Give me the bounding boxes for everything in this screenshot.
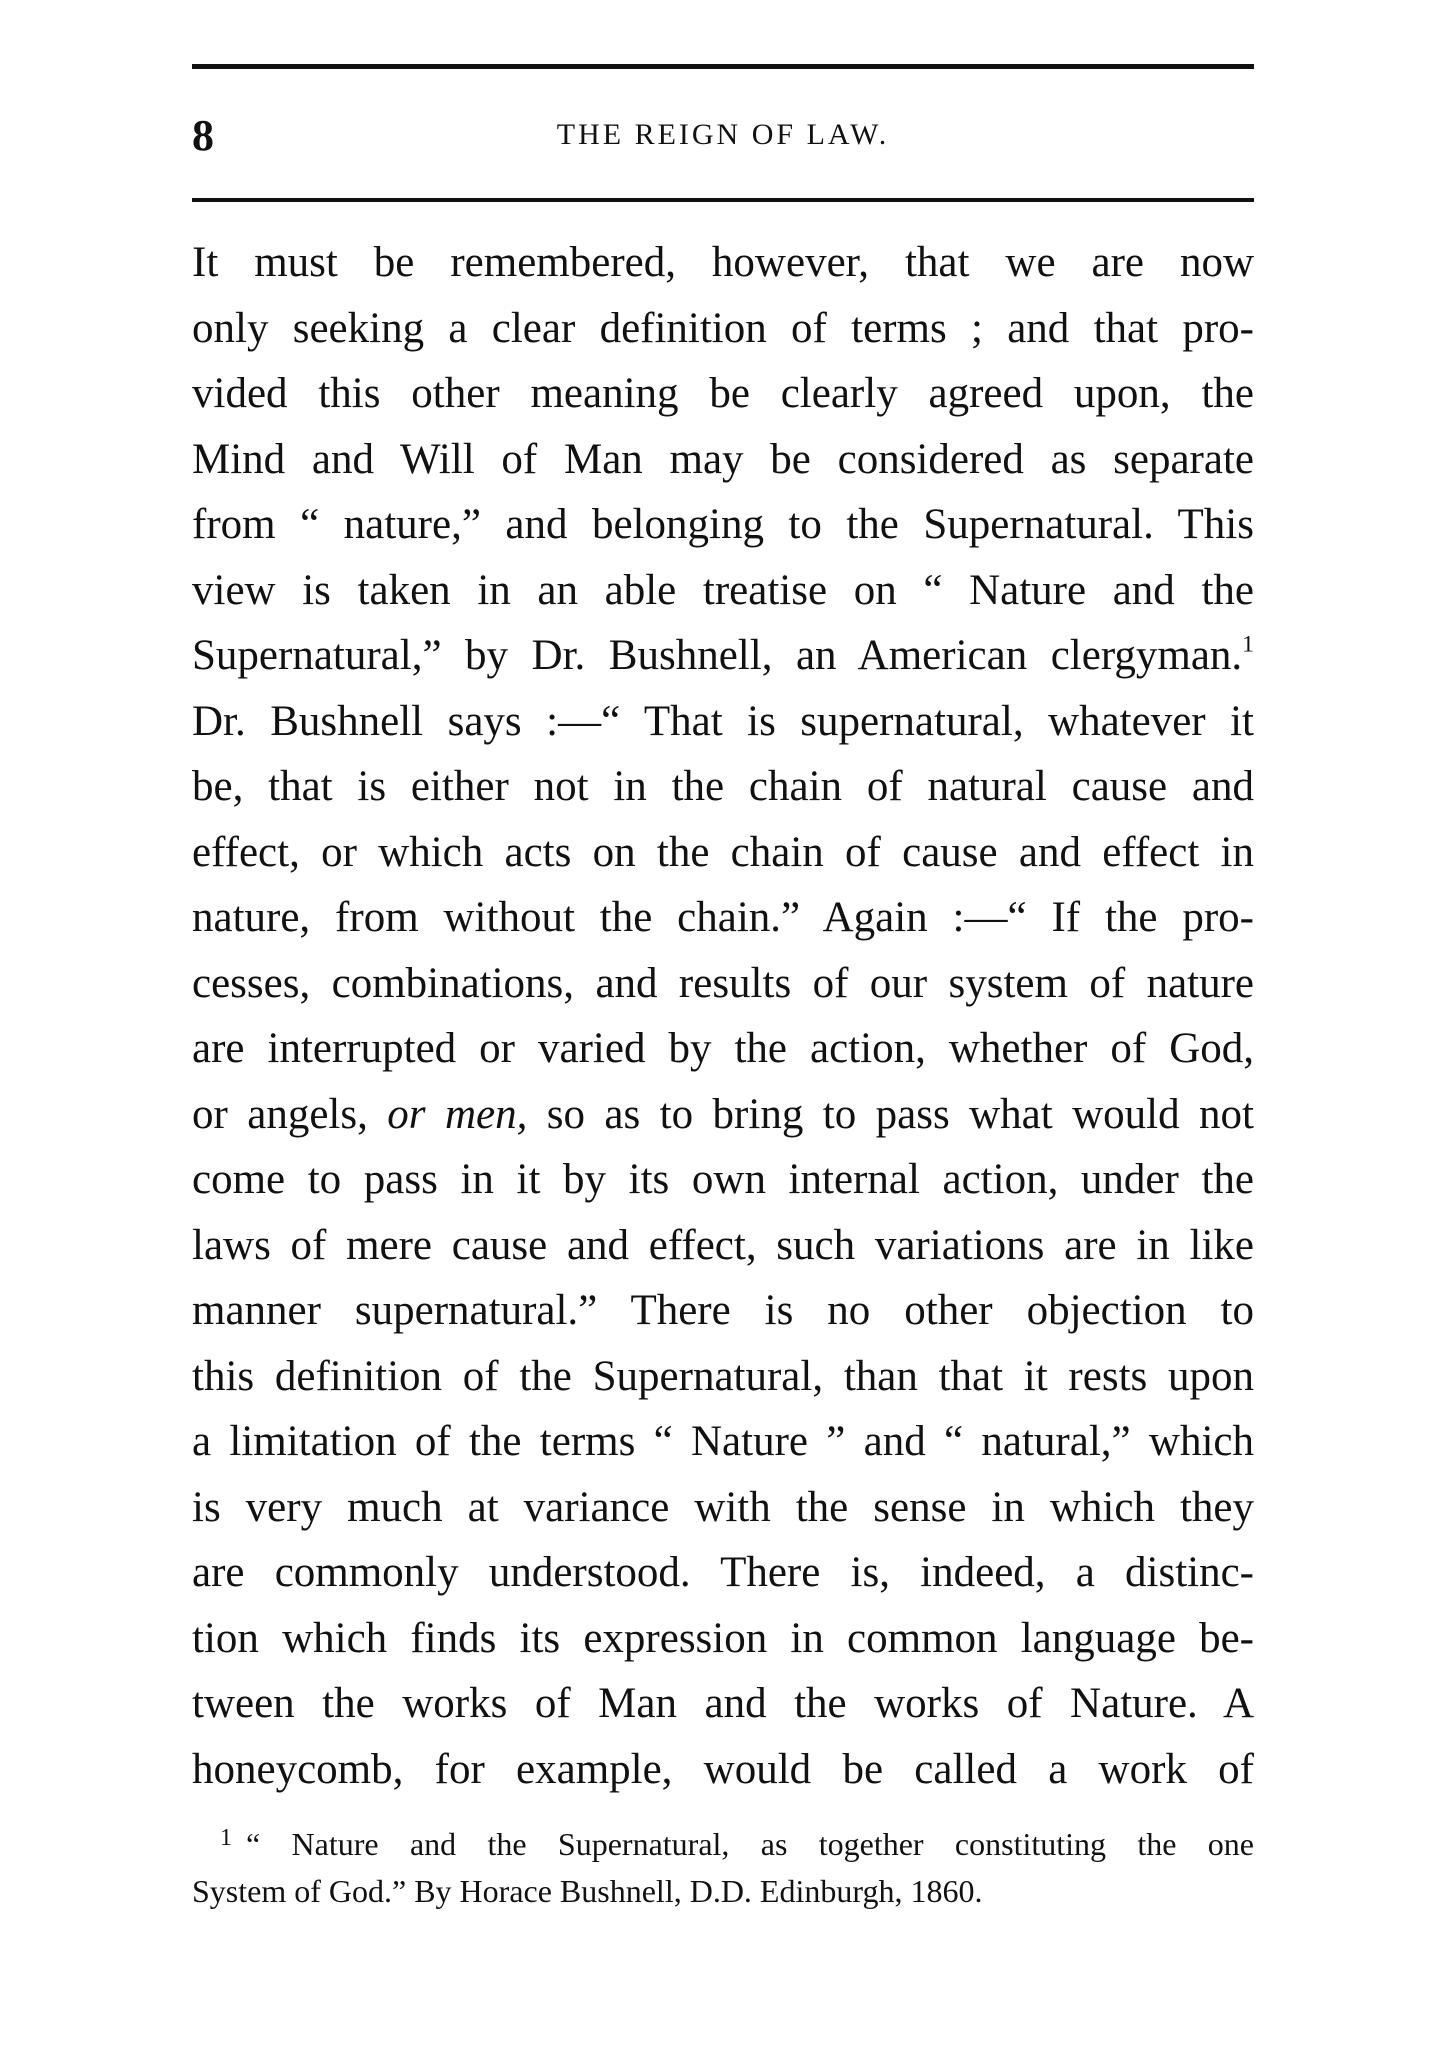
text-line-with-italic <box>192 1082 1254 1148</box>
header-bottom-rule <box>192 198 1254 202</box>
text-line: Dr. Bushnell says :—“ That is supernatural, whatever it <box>192 697 1254 745</box>
text-line: only seeking a clear definition of terms ; and that pro- <box>192 304 1254 352</box>
text-line: laws of mere cause and effect, such variations are in like <box>192 1221 1254 1269</box>
text-line: are interrupted or varied by the action, whether of God, <box>192 1025 1254 1072</box>
text-line: this definition of the Supernatural, than that it rests upon <box>192 1352 1254 1400</box>
body-text <box>192 230 1254 1802</box>
footnote-text: “ Nature and the Supernatural, as together constituting the one <box>246 1826 1254 1862</box>
text-line-rest: so as to bring to pass what would not <box>527 1090 1254 1138</box>
text-line: nature, from without the chain.” Again :—“ If the pro- <box>192 894 1254 941</box>
text-line-with-note-ref <box>192 623 1254 689</box>
text-line: are commonly understood. There is, indeed, a distinc- <box>192 1549 1254 1596</box>
header-top-rule <box>192 64 1254 69</box>
text-line: honeycomb, for example, would be called a work of <box>192 1745 1254 1793</box>
footnote-reference[interactable]: 1 <box>1242 631 1254 658</box>
text-line: tween the works of Man and the works of Nature. A <box>192 1680 1254 1727</box>
text-line-content: Supernatural,” by Dr. Bushnell, an American clergyman. <box>192 632 1243 679</box>
text-line: vided this other meaning be clearly agreed upon, the <box>192 370 1254 417</box>
text-line: cesses, combinations, and results of our system of nature <box>192 959 1254 1007</box>
text-line: view is taken in an able treatise on “ Nature and the <box>192 566 1254 614</box>
text-line: a limitation of the terms “ Nature ” and “ natural,” which <box>192 1418 1254 1465</box>
page-number: 8 <box>192 111 214 160</box>
running-title: THE REIGN OF LAW. <box>556 118 890 151</box>
page-header <box>192 110 1254 170</box>
text-line: from “ nature,” and belonging to the Supernatural. This <box>192 501 1254 548</box>
footnote-line: System of God.” By Horace Bushnell, D.D. Edinburgh, 1860. <box>192 1873 983 1909</box>
italic-emphasis: or men, <box>387 1090 528 1138</box>
footnote-marker: 1 <box>220 1825 232 1851</box>
footnote-line <box>192 1815 1254 1868</box>
text-line: be, that is either not in the chain of natural cause and <box>192 763 1254 810</box>
text-line: tion which finds its expression in common language be- <box>192 1614 1254 1662</box>
text-line-start: or angels, <box>192 1090 388 1138</box>
text-line: effect, or which acts on the chain of cause and effect in <box>192 828 1254 876</box>
text-line: manner supernatural.” There is no other objection to <box>192 1287 1254 1334</box>
text-line: is very much at variance with the sense in which they <box>192 1483 1254 1531</box>
text-line: It must be remembered, however, that we are now <box>192 239 1254 286</box>
text-line: come to pass in it by its own internal action, under the <box>192 1156 1254 1203</box>
footnote <box>192 1815 1254 1915</box>
text-line: Mind and Will of Man may be considered as separate <box>192 435 1254 483</box>
